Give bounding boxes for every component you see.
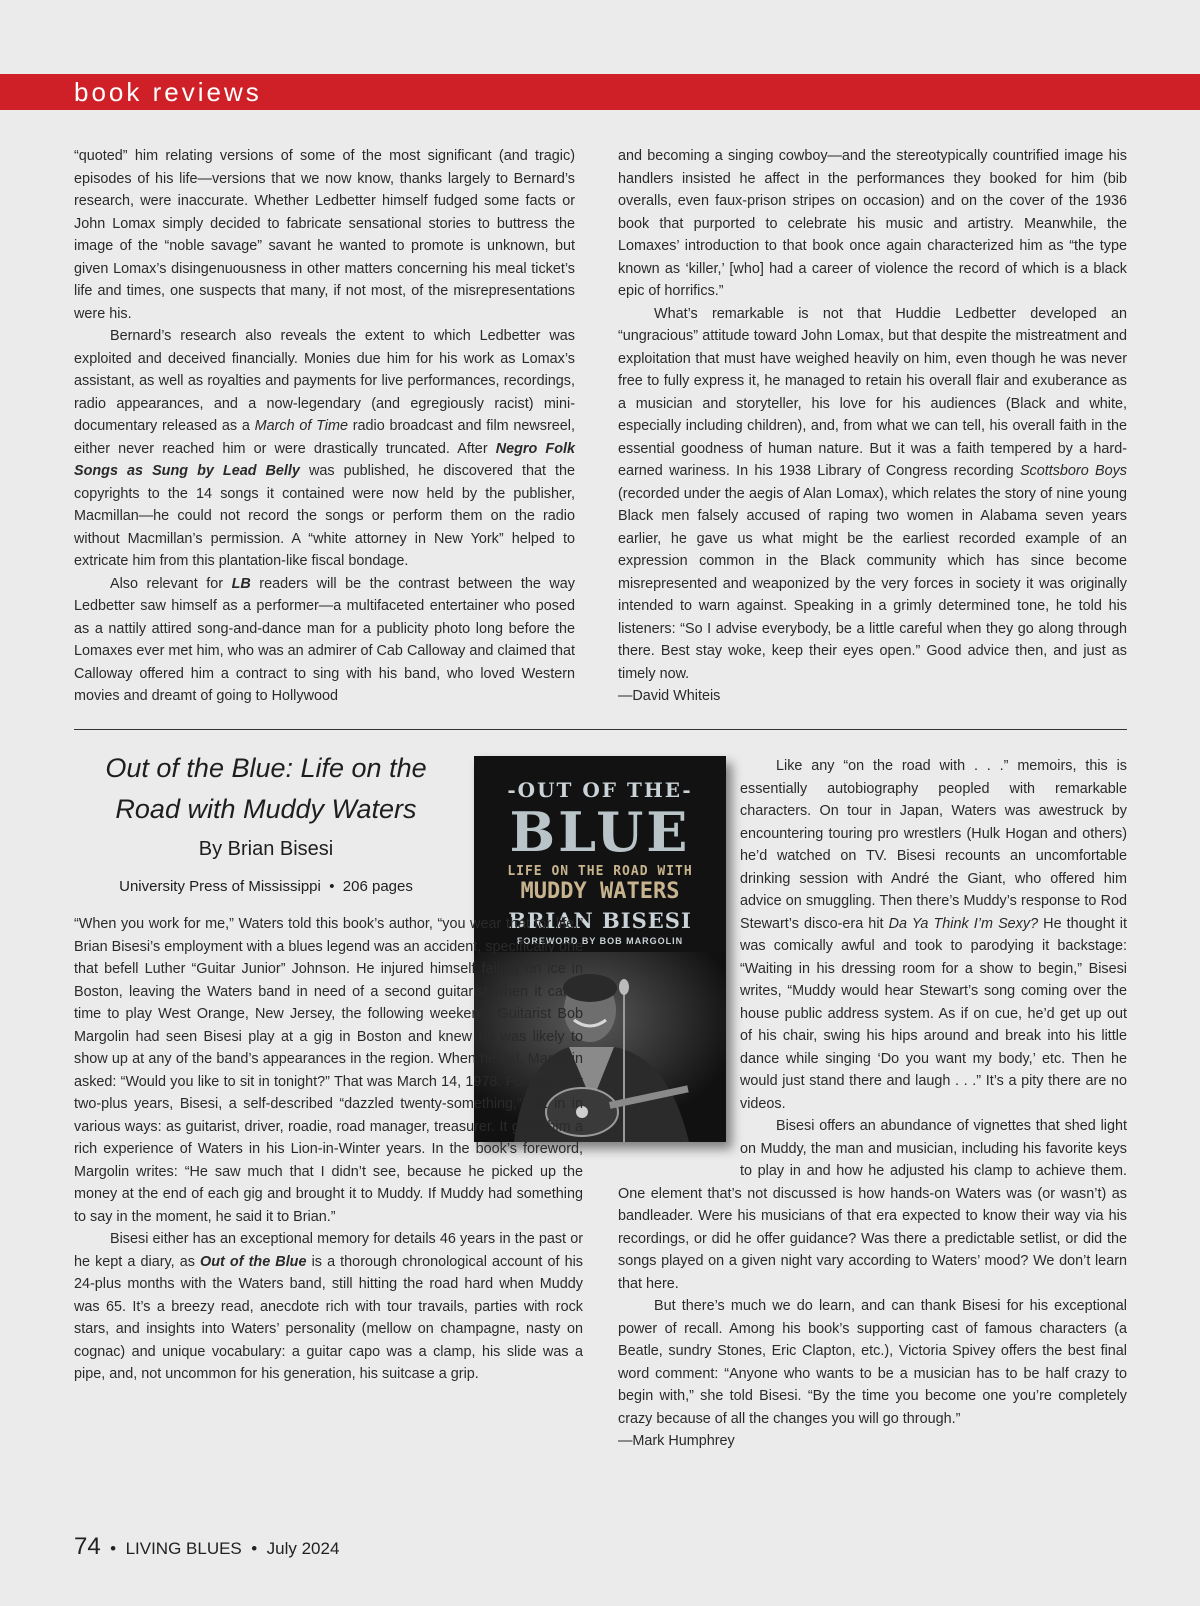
paragraph: Bisesi either has an exceptional memory for details 46 years in the past or he kept a diary, as Out of the Blue is a thorough chronological account of his 24-plus months with the Waters band, still hitting the road hard when Muddy was 65. It’s a breezy read, anecdote rich with tour travails, parties with rock stars, and insights into Waters’ personality (mellow on champagne, nasty on cognac) and unique vocabulary: a guitar capo was a clamp, his slide was a pipe, and, not uncommon for his generation, his suitcase a grip. — [74, 1231, 583, 1382]
bullet-separator: • — [329, 878, 335, 895]
bullet-separator: • — [251, 1539, 258, 1558]
book-title-heading: Out of the Blue: Life on the Road with Muddy Waters — [105, 753, 427, 824]
paragraph: What’s remarkable is not that Huddie Ledbetter developed an “ungracious” attitude toward John Lomax, but that despite the mistreatment and exploitation that must have weighed heavily on him, even though he was never free to fully express it, he managed to retain his overall flair and exuberance as a musician and storyteller, his love for his audiences (Black and white, especially including children), and, from what we can tell, his overall faith in the essential goodness of human nature. But it was a faith tempered by a hard-earned wariness. In his 1938 Library of Congress recording Scottsboro Boys (recorded under the aegis of Alan Lomax), which relates the story of nine young Black men falsely accused of raping two women in Alabama seven years earlier, he gave us what might be the earliest recorded example of an expression common in the Black community which has since become misrepresented and weaponized by the very forces in society it was originally intended to warn against. Speaking in a grimly determined tone, he told his listeners: “So I advise everybody, be a little careful when they go along through there. Best stay woke, keep their eyes open.” Good advice then, and just as timely now. — [618, 305, 1127, 682]
publisher: University Press of Mississippi — [119, 878, 321, 895]
cover-title-top: -OUT OF THE- — [507, 778, 693, 802]
italic-title: Scottsboro Boys — [1019, 463, 1127, 479]
paragraph: Bernard’s research also reveals the extent to which Ledbetter was exploited and deceived financially. Monies due him for his work as Lomax’s assistant, as well as royalties and payments for live performances, recordings, radio appearances, and a now-legendary (and egregiously racist) mini-documentary released as a March of Time radio broadcast and film newsreel, either never reached him or were drastically truncated. After Negro Folk Songs as Sung by Lead Belly was published, he discovered that the copyrights to the 14 songs it contained were now held by the publisher, Macmillan—he could not record the songs or perform them on the radio without Macmillan’s permission. A “white attorney in New York” helped to extricate him from this plantation-like fiscal bondage. — [74, 328, 575, 569]
cover-wrap-spacer — [618, 755, 740, 1175]
paragraph: and becoming a singing cowboy—and the stereotypically countrified image his handlers insisted he affect in the performances they booked for him (bib overalls, even faux-prison stripes on occasion) and on the cover of the 1936 book that purported to celebrate his music and artistry. Meanwhile, the Lomaxes’ introduction to that book once again characterized him as “the type known as ‘killer,’ [who] had a career of violence the record of which is a black epic of horrifics.” — [618, 148, 1127, 299]
review-byline: —Mark Humphrey — [618, 1433, 735, 1449]
book-author: By Brian Bisesi — [198, 838, 334, 860]
page-count: 206 pages — [342, 878, 413, 895]
paragraph: But there’s much we do learn, and can thank Bisesi for his exceptional power of recall. Among his book’s supporting cast of famous characters (a Beatle, sundry Stones, Eric Clapton, etc.), Victoria Spivey offers the best final word comment: “Anyone who wants to be a musician has to be half crazy to begin with,” she told Bisesi. “By the time you become one you’re completely crazy because of all the changes you will go through.” — [618, 1298, 1127, 1427]
cover-title-main: BLUE — [509, 800, 691, 864]
review2-column-right — [618, 755, 1127, 1453]
page-number: 74 — [74, 1533, 101, 1560]
review-byline: —David Whiteis — [618, 688, 721, 704]
review1-column-left — [74, 145, 575, 708]
publication-info — [74, 878, 458, 895]
book-title: Out of the Blue — [200, 1253, 307, 1270]
page-footer — [74, 1533, 339, 1561]
paragraph: Bisesi offers an abundance of vignettes that shed light on Muddy, the man and musician, including his favorite keys to play in and how he adjusted his clamp to achieve them. One element that’s not discussed is how hands-on Waters was (or wasn’t) as bandleader. Were his musicians of that era expected to know their way via his recordings, or did he offer guidance? Was there a predictable setlist, or did the songs played on a given night vary according to Waters’ mood? We don’t learn that here. — [618, 1118, 1127, 1292]
magazine-abbrev: LB — [231, 575, 251, 592]
review1-column-right — [618, 145, 1127, 708]
review2-column-left — [74, 913, 583, 1386]
section-title: book reviews — [74, 77, 262, 107]
section-divider — [74, 729, 1127, 730]
italic-title: Da Ya Think I’m Sexy? — [888, 915, 1039, 932]
paragraph: “quoted” him relating versions of some of the most significant (and tragic) episodes of his life—versions that we now know, thanks largely to Bernard’s research, were inaccurate. Whether Ledbetter himself fudged some facts or John Lomax simply decided to fabricate sensational stories to buttress the image of the “noble savage” savant he wanted to promote is unknown, but given Lomax’s disingenuousness in other matters concerning his meal ticket’s life and times, one suspects that many, if not most, of the misrepresentations were his. — [74, 148, 575, 322]
cover-foreword: FOREWORD BY BOB MARGOLIN — [516, 936, 684, 946]
paragraph: “When you work for me,” Waters told this book’s author, “you wear that for life.” Brian Bisesi’s employment with a blues legend was an accident, specifically one that befell Luther “Guitar Junior” Johnson. He injured himself falling on ice in Boston, leaving the Waters band in need of a second guitarist when it came time to play West Orange, New Jersey, the following weekend. Guitarist Bob Margolin had seen Bisesi play at a gig in Boston and knew he was likely to show up at any of the band’s appearances in the region. When he did, Margolin asked: “Would you like to sit in tonight?” That was March 14, 1978. For the next two-plus years, Bisesi, a self-described “dazzled twenty-something,” sat in in various ways: as guitarist, driver, roadie, road manager, treasurer. It gave him a rich experience of Waters in his Lion-in-Winter years. In the book’s foreword, Margolin writes: “He saw much that I didn’t see, because he picked up the money at the end of each gig and brought it to Muddy. If Muddy had something to say in the moment, he said it to Brian.” — [74, 916, 583, 1225]
book-title: Negro Folk Songs as Sung by Lead Belly — [74, 440, 575, 479]
cover-subtitle-name: MUDDY WATERS — [520, 879, 680, 904]
magazine-name: LIVING BLUES — [125, 1539, 242, 1558]
bullet-separator: • — [110, 1539, 117, 1558]
italic-title: March of Time — [254, 418, 348, 434]
paragraph: Also relevant for LB readers will be the contrast between the way Ledbetter saw himself as a performer—a multifaceted entertainer who posed as a nattily attired song-and-dance man for a publicity photo long before the Lomaxes ever met him, who was an admirer of Cab Calloway and claimed that Calloway offered him a contract to sing with his band, who loved Western movies and dreamt of going to Hollywood — [74, 575, 575, 704]
section-banner — [0, 74, 1200, 110]
issue-date: July 2024 — [266, 1539, 340, 1558]
cover-author: BRIAN BISESI — [508, 908, 692, 933]
cover-subtitle: LIFE ON THE ROAD WITH — [507, 864, 693, 879]
paragraph: Like any “on the road with . . .” memoirs, this is essentially autobiography peopled with remarkable characters. On tour in Japan, Waters was awestruck by encountering touring pro wrestlers (Hulk Hogan and others) he’d watched on TV. Bisesi recounts an uncomfortable drinking session with André the Giant, who offered him advice on smuggling. Then there’s Muddy’s response to Rod Stewart’s disco-era hit Da Ya Think I’m Sexy? He thought it was comically awful and took to parodying it backstage: “Waiting in his dressing room for a show to begin,” Bisesi writes, “Muddy would hear Stewart’s song coming over the house public address system. As if on cue, he’d get up out of his chair, swing his hips around and break into his little dance while singing ‘Do you want my body,’ etc. Then he would just stand there and laugh . . .” It’s a pity there are no videos. — [740, 758, 1127, 1112]
